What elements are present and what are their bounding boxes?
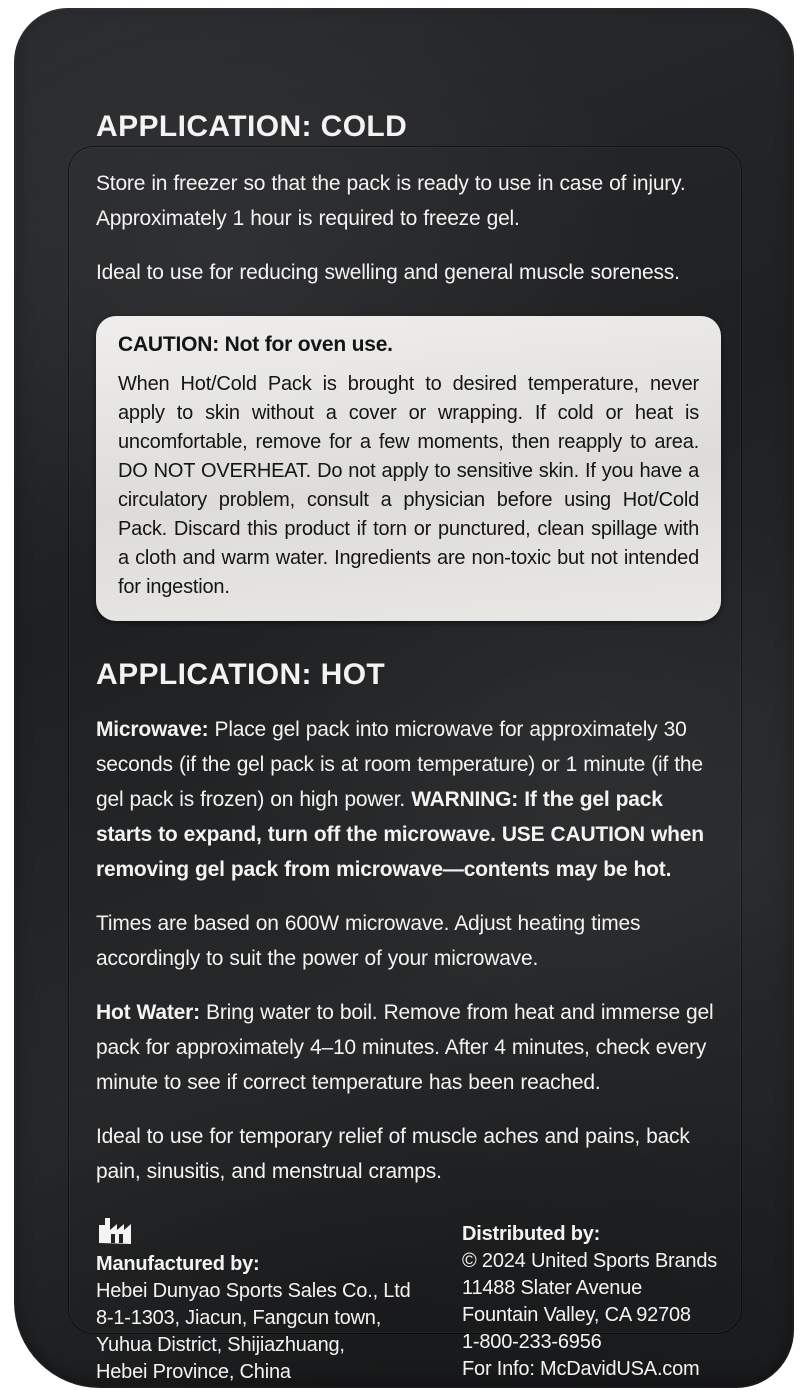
footer-columns [96, 1216, 721, 1386]
caution-body: When Hot/Cold Pack is brought to desired temperature, never apply to skin without a cover or wrapping. If cold or heat is uncomfortable, remove for a few moments, then reapply to area. DO NOT OVERHEAT. Do not apply to sensitive skin. If you have a circulatory problem, consult a physician before using Hot/Cold Pack. Discard this product if torn or punctured, clean spillage with a cloth and warm water. Ingredients are non-toxic but not intended for ingestion. [118, 373, 699, 598]
microwave-times-paragraph: Times are based on 600W microwave. Adjust heating times accordingly to suit the power of your microwave. [96, 912, 641, 970]
caution-box [96, 316, 721, 621]
distributed-by-label: Distributed by: [462, 1223, 601, 1245]
microwave-label: Microwave: [96, 718, 209, 741]
distributor-address-line: Fountain Valley, CA 92708 [462, 1304, 691, 1326]
distributor-phone: 1-800-233-6956 [462, 1331, 602, 1353]
distributed-by-block [462, 1216, 721, 1386]
manufacturer-name: Hebei Dunyao Sports Sales Co., Ltd [96, 1280, 411, 1302]
microwave-instructions: Place gel pack into microwave for approximately 30 seconds (if the gel pack is at room temperature) or 1 minute (if the gel pack is frozen) on high power. [96, 718, 703, 811]
application-hot-heading: APPLICATION: HOT [96, 658, 386, 691]
manufacturer-address-line: 8-1-1303, Jiacun, Fangcun town, [96, 1307, 382, 1329]
factory-icon [97, 1216, 134, 1244]
distributor-address-line: 11488 Slater Avenue [462, 1277, 643, 1299]
hot-water-instructions: Bring water to boil. Remove from heat and immerse gel pack for approximately 4–10 minutes. After 4 minutes, check every minute to see if correct temperature has been reached. [96, 1001, 714, 1094]
manufacturer-address-line: Hebei Province, China [96, 1361, 291, 1383]
gel-pack-back-panel [14, 8, 794, 1388]
caution-heading: CAUTION: Not for oven use. [118, 333, 393, 356]
microwave-paragraph [96, 712, 721, 887]
cold-storage-paragraph: Store in freezer so that the pack is ready to use in case of injury. Approximately 1 hour is required to freeze gel. [96, 172, 686, 230]
application-cold-heading: APPLICATION: COLD [96, 110, 408, 143]
manufactured-by-block [96, 1216, 462, 1386]
hot-water-label: Hot Water: [96, 1001, 200, 1024]
hot-water-paragraph [96, 995, 721, 1100]
hot-ideal-paragraph: Ideal to use for temporary relief of muscle aches and pains, back pain, sinusitis, and menstrual cramps. [96, 1125, 690, 1183]
label-content [96, 110, 721, 1386]
manufacturer-address-line: Yuhua District, Shijiazhuang, [96, 1334, 345, 1356]
distributor-info-url: For Info: McDavidUSA.com [462, 1358, 700, 1380]
microwave-warning: WARNING: If the gel pack starts to expand, turn off the microwave. USE CAUTION when removing gel pack from microwave—contents may be hot. [96, 788, 704, 881]
manufactured-by-label: Manufactured by: [96, 1253, 260, 1275]
distributor-name: © 2024 United Sports Brands [462, 1250, 718, 1272]
cold-ideal-paragraph: Ideal to use for reducing swelling and general muscle soreness. [96, 261, 680, 284]
